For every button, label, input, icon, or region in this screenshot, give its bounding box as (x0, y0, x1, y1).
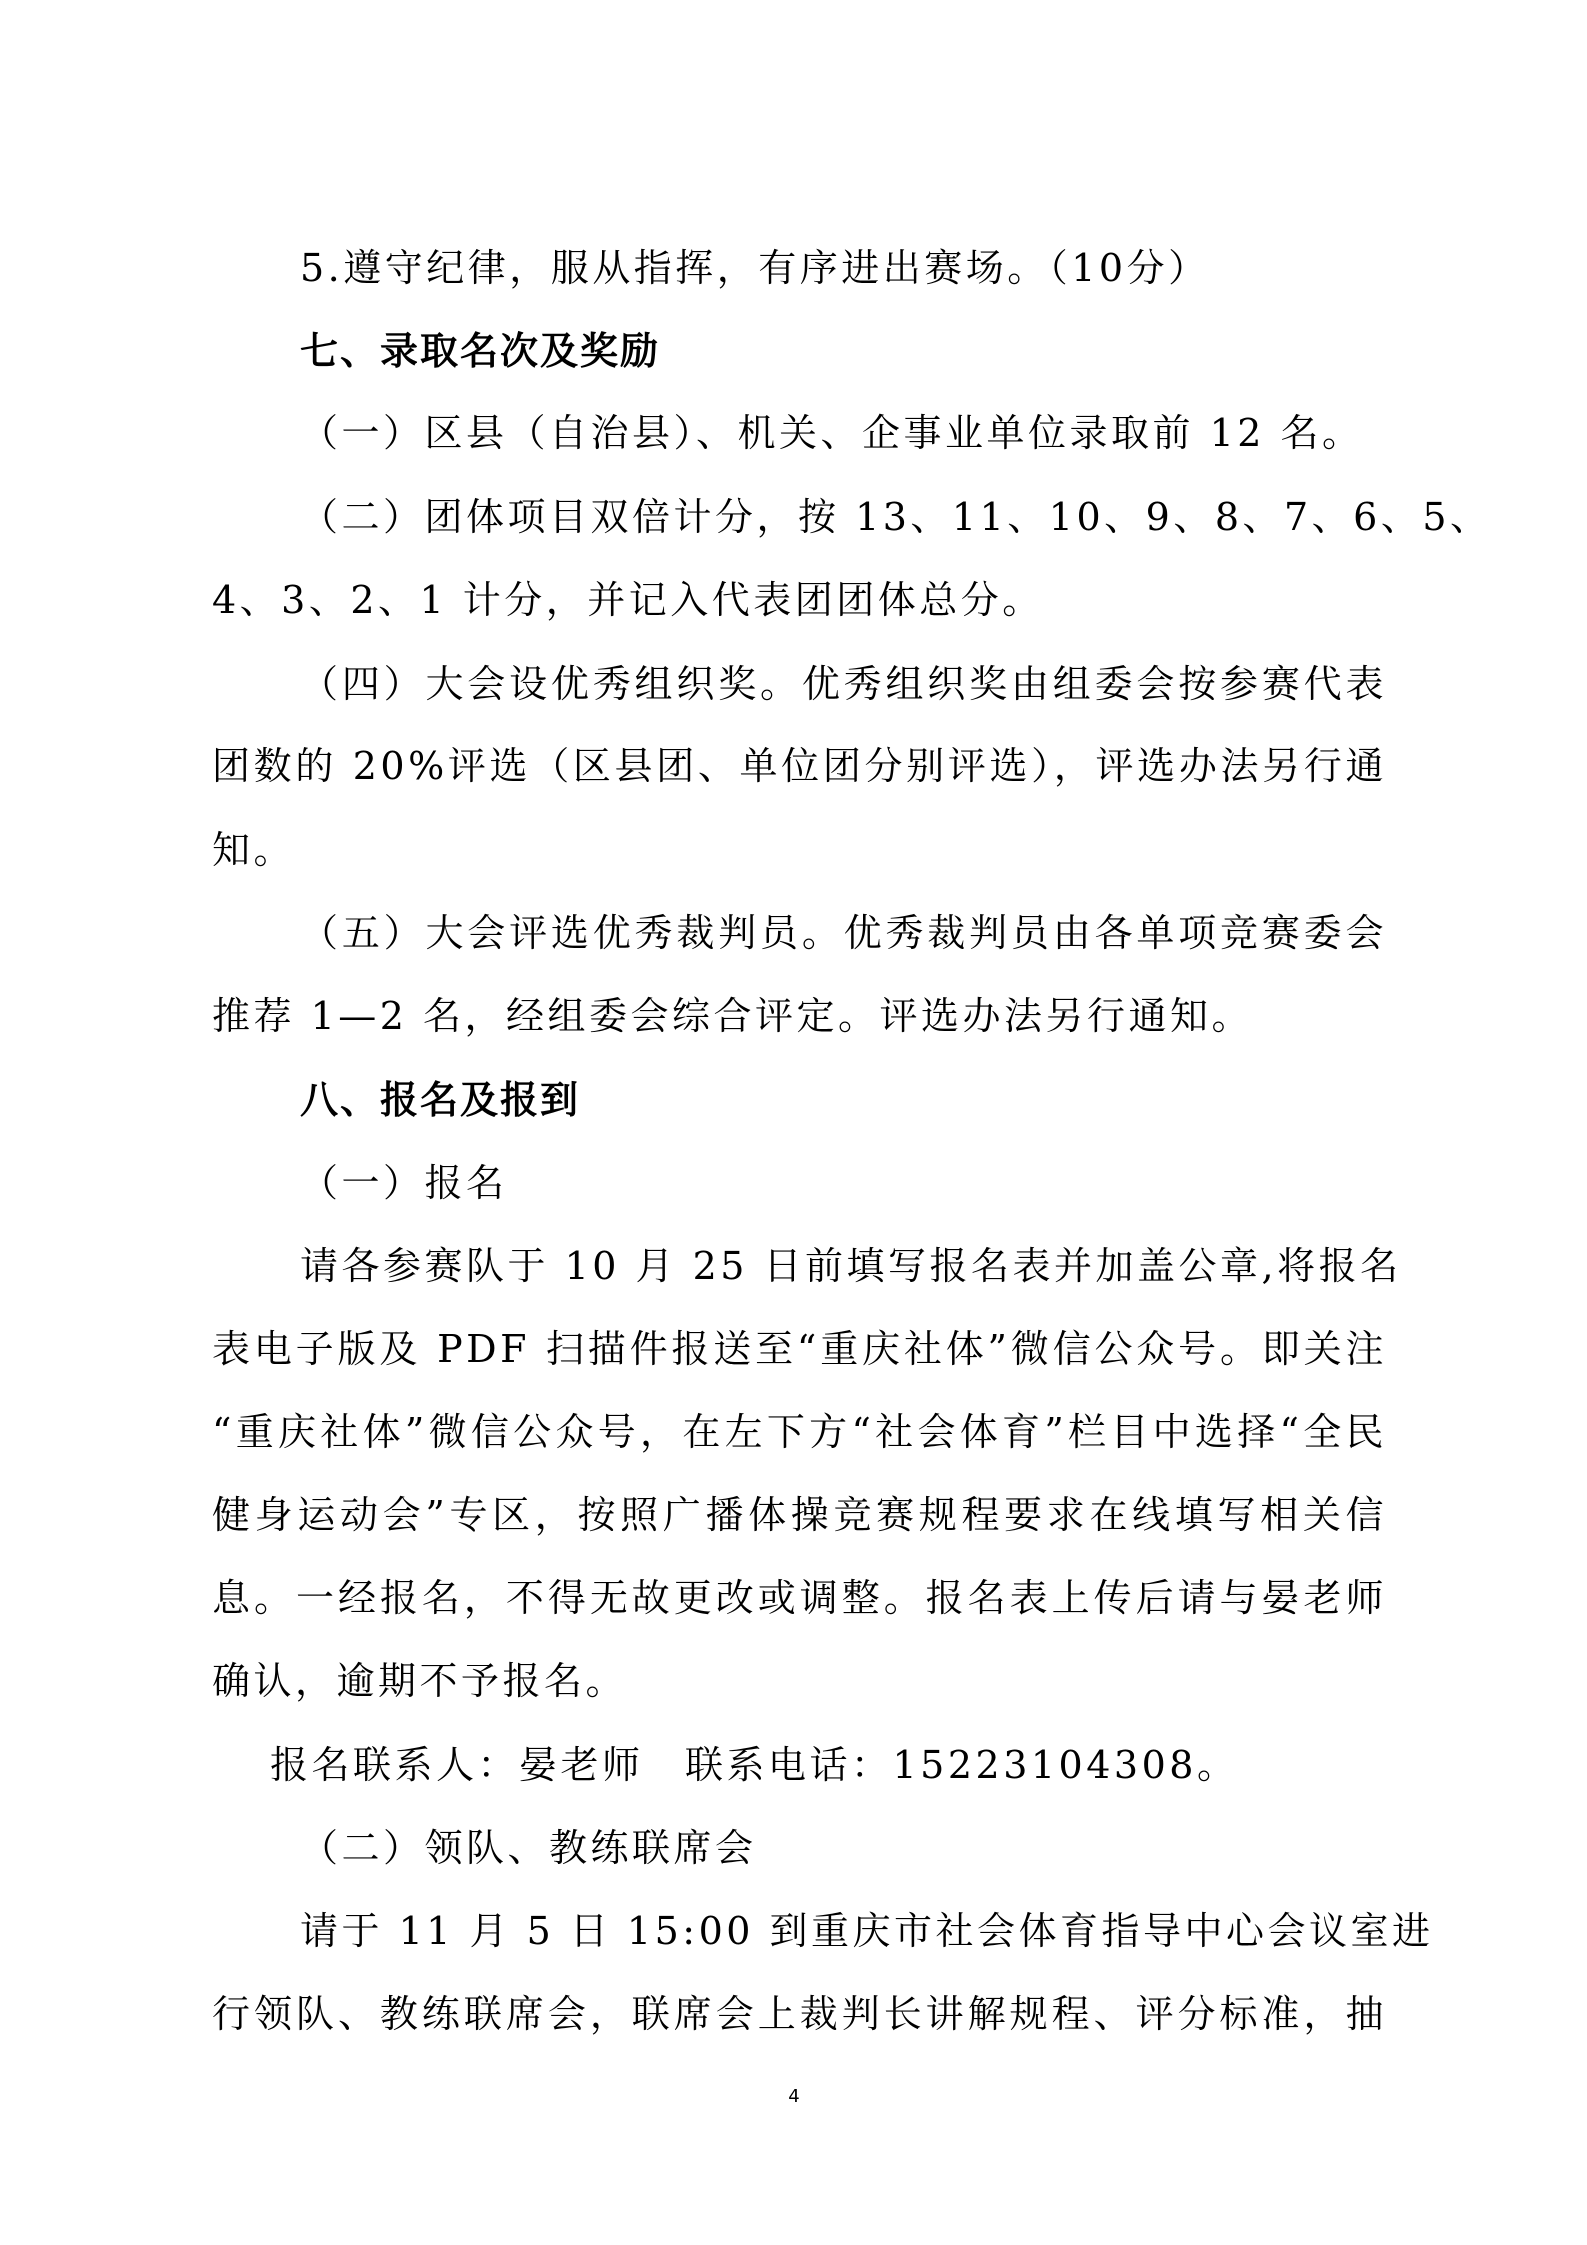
subsection-heading-coaches-meeting: （二）领队、教练联席会 (300, 1826, 757, 1870)
registration-paragraph-line-4: 健身运动会”专区，按照广播体操竞赛规程要求在线填写相关信 (212, 1493, 1387, 1537)
registration-paragraph-line-5: 息。一经报名，不得无故更改或调整。报名表上传后请与晏老师 (212, 1576, 1387, 1620)
award-item-5-referee-award: （五）大会评选优秀裁判员。优秀裁判员由各单项竞赛委会 (300, 911, 1387, 955)
award-item-4-organization-award-end: 知。 (212, 828, 296, 872)
section-heading-7-rankings-awards: 七、录取名次及奖励 (300, 329, 661, 373)
registration-paragraph-line-6: 确认，逾期不予报名。 (212, 1659, 628, 1703)
award-item-4-organization-award-cont: 团数的 20%评选（区县团、单位团分别评选），评选办法另行通 (212, 744, 1387, 788)
rule-item-5-discipline: 5.遵守纪律，服从指挥，有序进出赛场。（10分） (300, 246, 1210, 290)
section-heading-8-registration: 八、报名及报到 (300, 1078, 581, 1122)
award-item-2-team-scoring-cont: 4、3、2、1 计分，并记入代表团团体总分。 (212, 578, 1044, 622)
award-item-4-organization-award: （四）大会设优秀组织奖。优秀组织奖由组委会按参赛代表 (300, 662, 1387, 706)
registration-contact-info: 报名联系人：晏老师 联系电话：15223104308。 (270, 1743, 1239, 1787)
award-item-1-top-12: （一）区县（自治县）、机关、企事业单位录取前 12 名。 (300, 411, 1364, 455)
subsection-heading-registration: （一）报名 (300, 1161, 508, 1205)
meeting-paragraph-line-2: 行领队、教练联席会，联席会上裁判长讲解规程、评分标准，抽 (212, 1992, 1387, 2036)
registration-paragraph-line-2: 表电子版及 PDF 扫描件报送至“重庆社体”微信公众号。即关注 (212, 1327, 1387, 1371)
award-item-2-team-scoring: （二）团体项目双倍计分，按 13、11、10、9、8、7、6、5、 (300, 495, 1492, 539)
registration-paragraph-line-3: “重庆社体”微信公众号，在左下方“社会体育”栏目中选择“全民 (212, 1410, 1387, 1454)
meeting-paragraph-line-1: 请于 11 月 5 日 15:00 到重庆市社会体育指导中心会议室进 (300, 1909, 1434, 1953)
registration-paragraph-line-1: 请各参赛队于 10 月 25 日前填写报名表并加盖公章,将报名 (300, 1244, 1402, 1288)
page-number: 4 (788, 2086, 800, 2107)
award-item-5-referee-award-cont: 推荐 1—2 名，经组委会综合评定。评选办法另行通知。 (212, 994, 1254, 1038)
